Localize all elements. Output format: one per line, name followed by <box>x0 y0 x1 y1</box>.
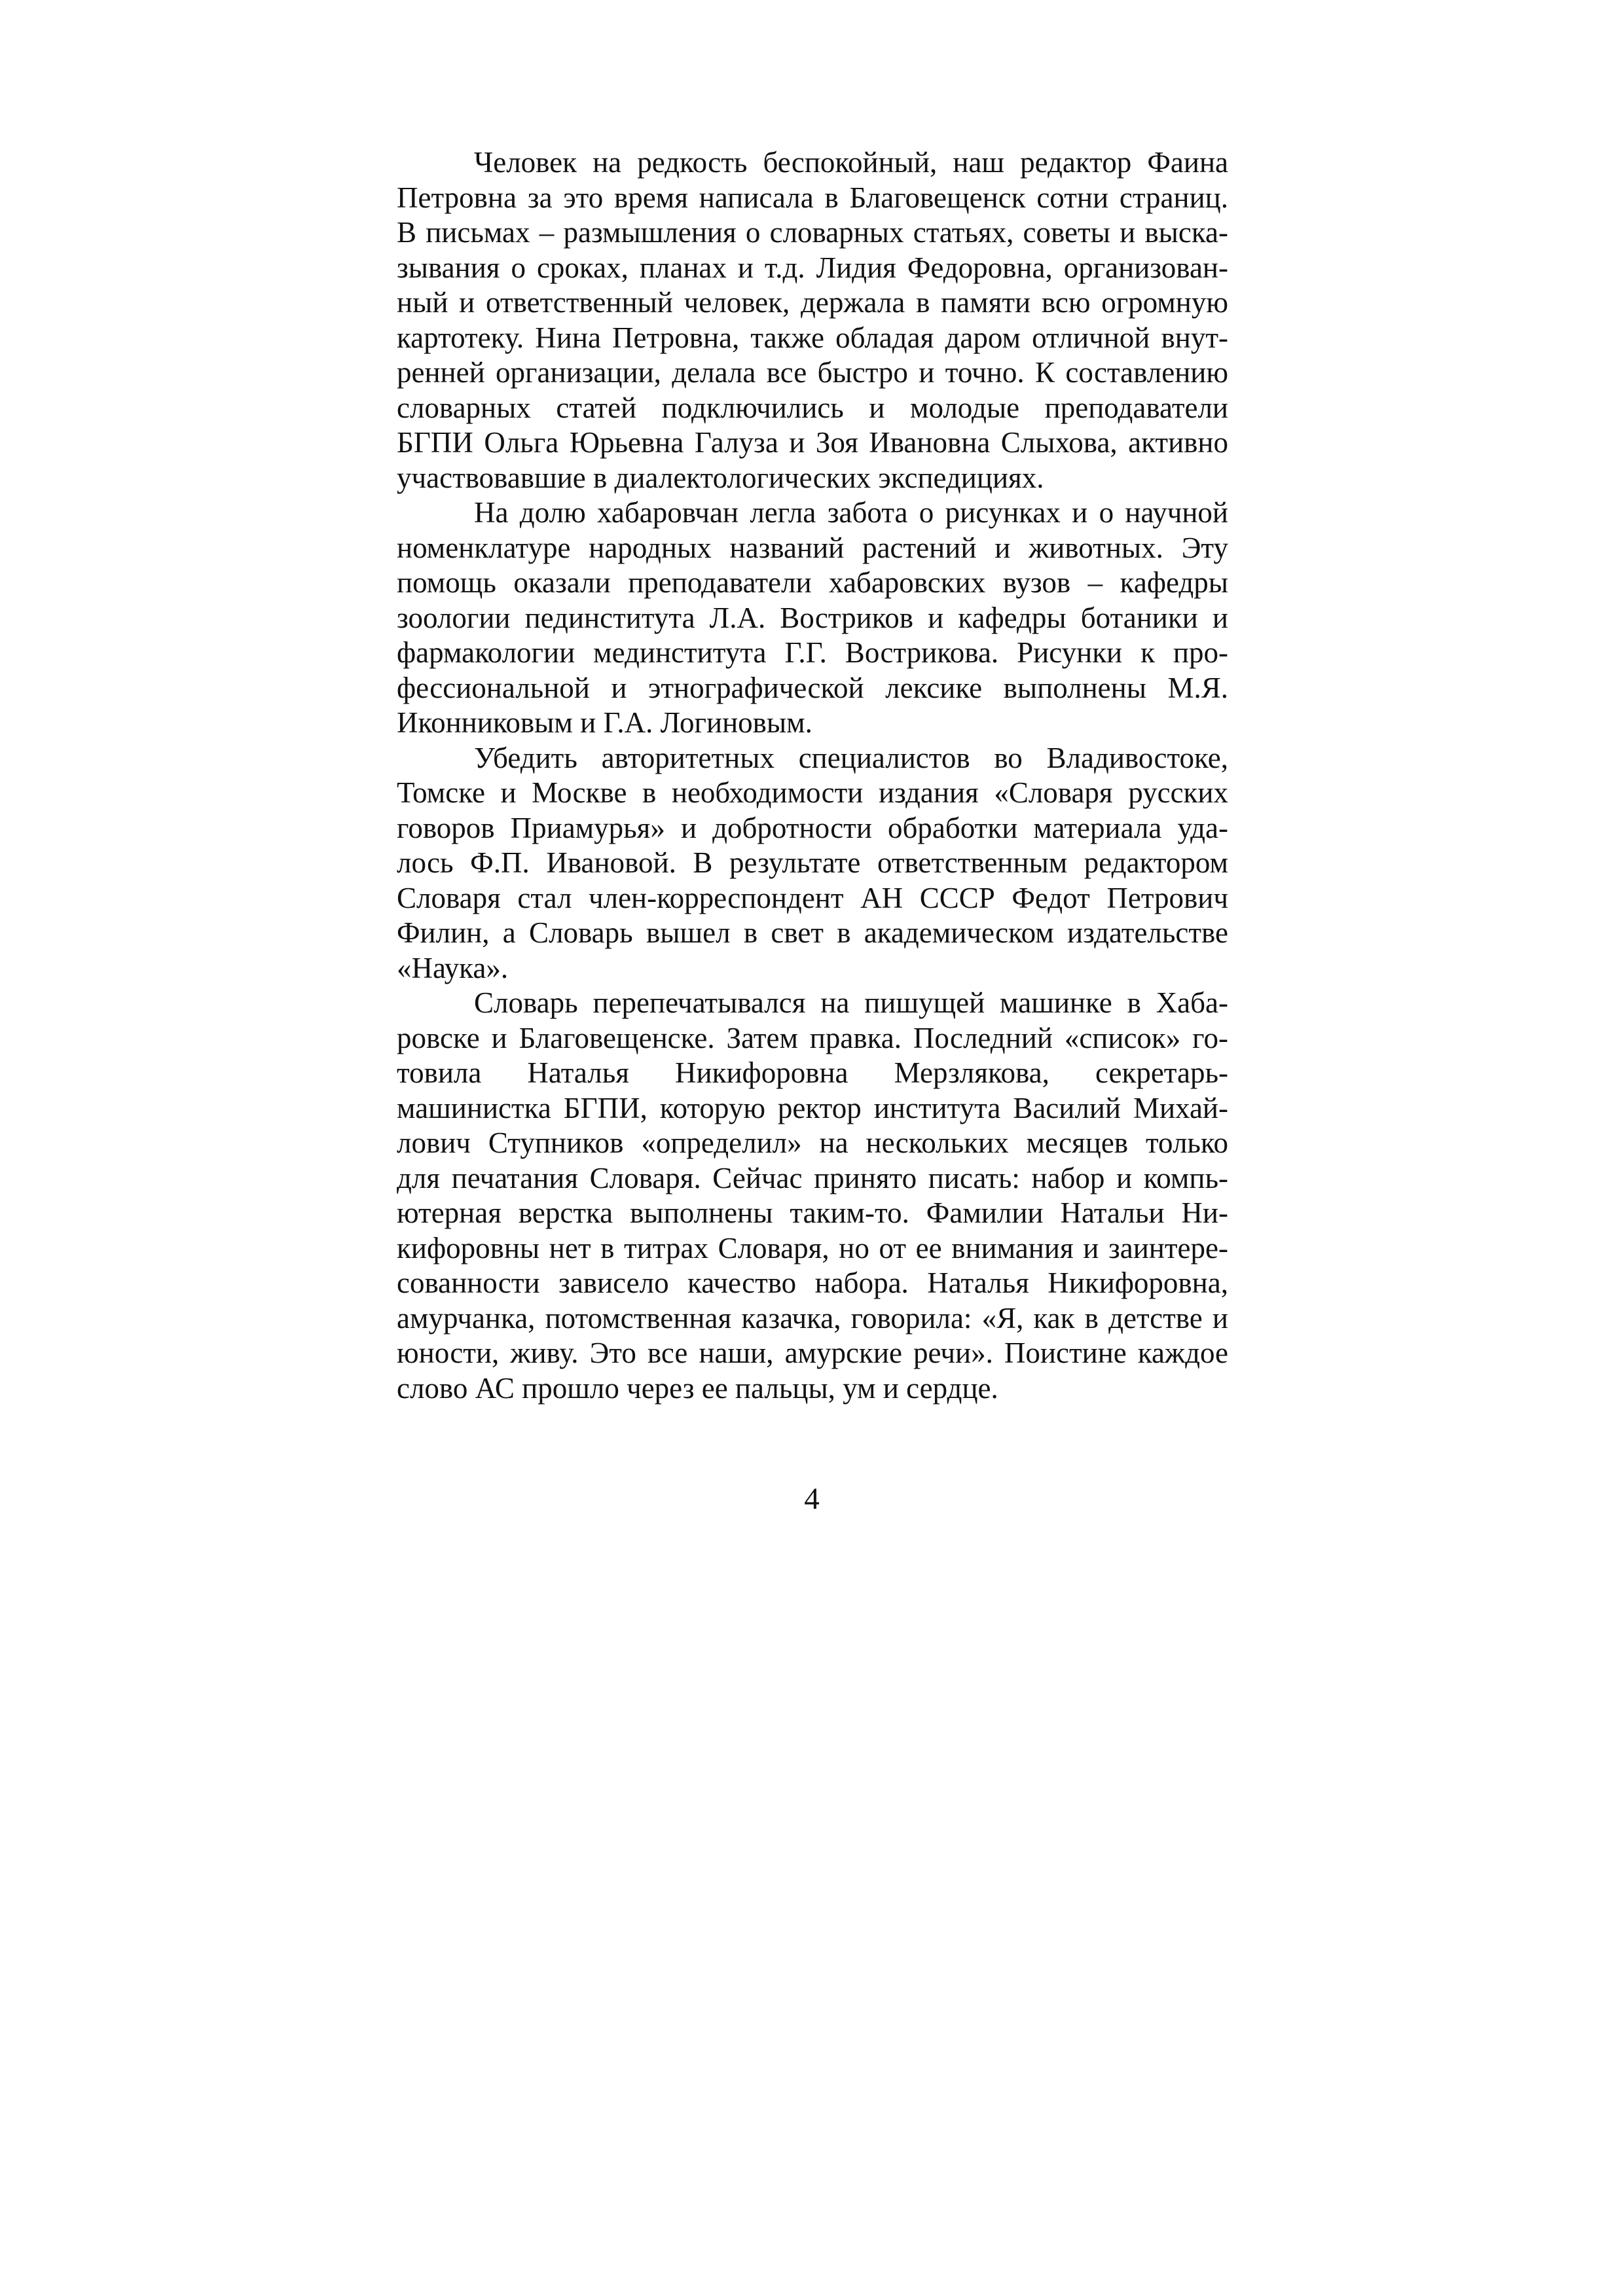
text-line: ный и ответственный человек, держала в памяти всю огромную <box>397 286 1228 319</box>
paragraph <box>397 145 1228 495</box>
text-line: Словарь перепечатывался на пишущей машинке в Хаба- <box>474 986 1228 1019</box>
text-line: зоологии пединститута Л.А. Востриков и кафедры ботаники и <box>397 601 1228 634</box>
text-line: БГПИ Ольга Юрьевна Галуза и Зоя Ивановна Слыхова, активно <box>397 426 1228 459</box>
text-line: Петровна за это время написала в Благовещенск сотни страниц. <box>397 181 1228 214</box>
paragraph <box>397 495 1228 741</box>
text-line: машинистка БГПИ, которую ректор института Василий Михай- <box>397 1091 1228 1124</box>
text-line: ютерная верстка выполнены таким-то. Фамилии Натальи Ни- <box>397 1196 1228 1229</box>
text-line: зывания о сроках, планах и т.д. Лидия Федоровна, организован- <box>397 251 1228 284</box>
body-text <box>397 145 1228 1406</box>
text-line: участвовавшие в диалектологических экспедициях. <box>397 461 1044 494</box>
text-line: слово АС прошло через ее пальцы, ум и сердце. <box>397 1371 998 1405</box>
text-line: сованности зависело качество набора. Наталья Никифоровна, <box>397 1266 1228 1299</box>
text-line: Словаря стал член-корреспондент АН СССР Федот Петрович <box>397 881 1228 914</box>
text-line: юности, живу. Это все наши, амурские речи». Поистине каждое <box>397 1336 1228 1369</box>
text-line: На долю хабаровчан легла забота о рисунках и о научной <box>474 496 1228 529</box>
text-line: амурчанка, потомственная казачка, говорила: «Я, как в детстве и <box>397 1301 1228 1335</box>
page-number: 4 <box>804 1482 820 1516</box>
text-line: товила Наталья Никифоровна Мерзлякова, секретарь- <box>397 1056 1228 1089</box>
text-line: для печатания Словаря. Сейчас принято писать: набор и компь- <box>397 1161 1228 1194</box>
paragraph <box>397 741 1228 986</box>
text-line: Иконниковым и Г.А. Логиновым. <box>397 706 812 739</box>
text-line: Томске и Москве в необходимости издания «Словаря русских <box>397 776 1228 809</box>
text-line: фармакологии мединститута Г.Г. Вострикова. Рисунки к про- <box>397 636 1228 669</box>
paragraph <box>397 986 1228 1406</box>
text-line: фессиональной и этнографической лексике выполнены М.Я. <box>397 671 1228 704</box>
text-line: словарных статей подключились и молодые преподаватели <box>397 391 1228 424</box>
text-line: Филин, а Словарь вышел в свет в академическом издательстве <box>397 916 1228 949</box>
text-line: ровске и Благовещенске. Затем правка. Последний «список» го- <box>397 1021 1228 1054</box>
text-line: номенклатуре народных названий растений и животных. Эту <box>397 531 1228 564</box>
text-line: ренней организации, делала все быстро и точно. К составлению <box>397 356 1228 389</box>
text-line: «Наука». <box>397 951 509 984</box>
text-line: Человек на редкость беспокойный, наш редактор Фаина <box>474 146 1228 179</box>
text-line: лось Ф.П. Ивановой. В результате ответственным редактором <box>397 846 1228 879</box>
text-line: Убедить авторитетных специалистов во Владивостоке, <box>474 741 1228 774</box>
text-line: кифоровны нет в титрах Словаря, но от ее внимания и заинтере- <box>397 1231 1228 1265</box>
text-line: говоров Приамурья» и добротности обработки материала уда- <box>397 811 1228 844</box>
text-line: В письмах – размышления о словарных статьях, советы и выска- <box>397 216 1228 249</box>
text-line: картотеку. Нина Петровна, также обладая даром отличной внут- <box>397 321 1228 354</box>
text-line: помощь оказали преподаватели хабаровских вузов – кафедры <box>397 566 1228 599</box>
text-line: лович Ступников «определил» на нескольких месяцев только <box>397 1126 1228 1159</box>
